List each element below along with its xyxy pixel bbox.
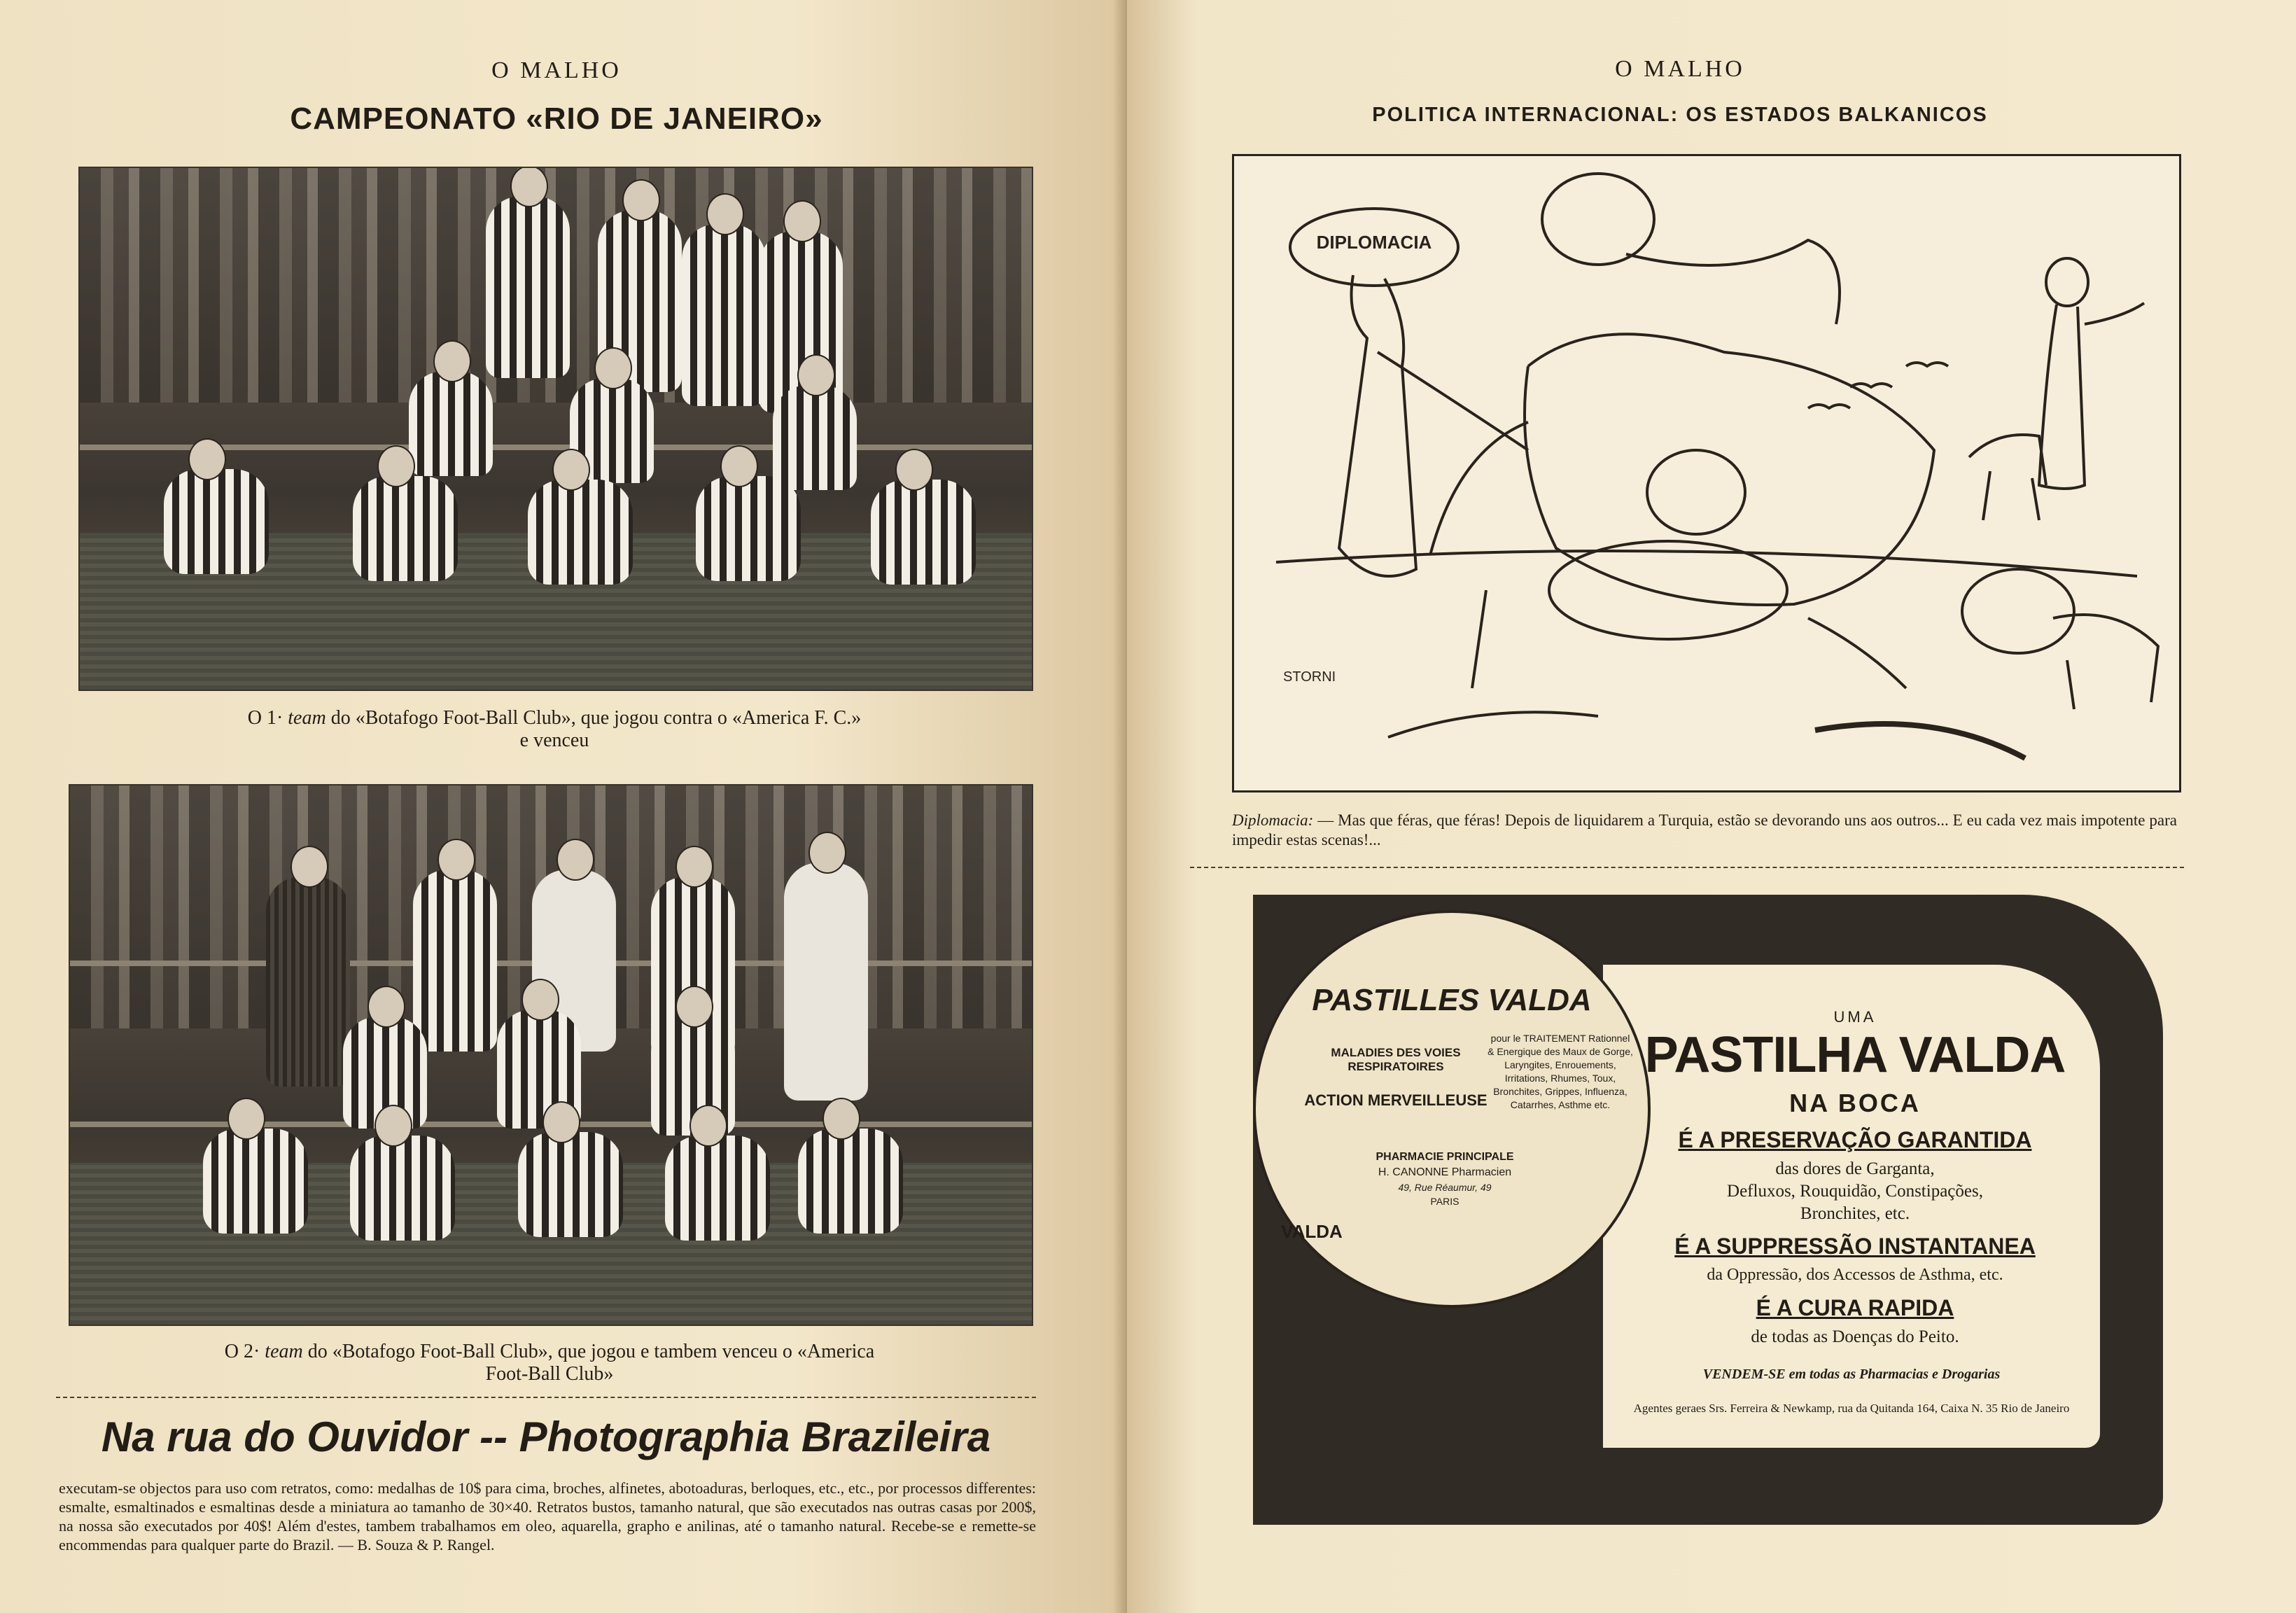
player-seated [528,480,633,585]
tin-maladies: MALADIES DES VOIES RESPIRATOIRES [1331,1046,1461,1073]
cartoon-hat-text: DIPLOMACIA [1316,232,1432,253]
valda-sub1-text1: das dores de Garganta, [1775,1159,1935,1178]
player-standing [682,224,766,406]
balkan-cartoon [1232,154,2181,792]
photographia-ad-body: executam-se objectos para uso com retratos, como: medalhas de 10$ para cima, broches, alfinetes, abotoaduras, berloques, etc., etc., por processos differentes: esmalte, esmaltinados e esmaltinas desde a miniatura ao tamanho de 30×40. Retratos bustos, tamanho natural, que são executados nas outras casas por 200$, na nossa são executados por 40$! Além d'estes, tambem trabalhamos em oleo, aquarella, grapho e anilinas, até o tamanho natural. Recebe-se e remette-se encommendas para qualquer parte do Brazil. — B. Souza & P. Rangel. [59,1479,1036,1553]
cartoon-caption [1232,811,2177,850]
tin-pharmacy: PHARMACIE PRINCIPALE [1376,1151,1514,1163]
player-standing [266,877,350,1087]
cartoon-signature: STORNI [1283,669,1336,685]
valda-title: PASTILHA VALDA [1644,1027,2066,1083]
section-divider [1190,867,2184,868]
photo-caption-second [69,1341,1030,1385]
cartoon-caption-speaker: Diplomacia: [1232,811,1314,829]
caption-text-line2: e venceu [519,729,589,751]
cartoon-drawing [1234,156,2179,790]
caption-italic: team [288,707,326,729]
player-standing [413,870,497,1052]
team-photo-second [69,784,1033,1326]
valda-sub2-text: da Oppressão, dos Accessos de Asthma, etc. [1707,1266,2003,1284]
tin-city: PARIS [1430,1196,1460,1207]
tin-pharmacist: H. CANONNE Pharmacien [1378,1166,1512,1178]
player-seated [164,469,269,574]
tin-side-text: VALDA [1281,1221,1343,1242]
player-seated [696,476,801,581]
tin-treatment: pour le TRAITEMENT Rationnel & Energique des Maux de Gorge, Laryngites, Enrouements, Irritations, Rhumes, Toux, Bronchites, Grippes, Influenza, Catarrhes, Asthme etc. [1488,1033,1633,1110]
left-headline: CAMPEONATO «RIO DE JANEIRO» [290,102,823,136]
player-standing [486,196,570,378]
player-seated [518,1132,623,1237]
valda-sub2: É A SUPPRESSÃO INSTANTANEA [1674,1234,2036,1259]
tin-address: 49, Rue Réaumur, 49 [1398,1182,1492,1193]
caption-text-line2: Foot-Ball Club» [485,1363,614,1385]
valda-tin [1253,910,1651,1308]
caption-prefix: O 1· [247,707,284,729]
valda-na-boca: NA BOCA [1789,1089,1921,1117]
valda-sub3: É A CURA RAPIDA [1756,1295,1954,1320]
caption-italic: team [265,1341,303,1362]
photographia-ad-title: Na rua do Ouvidor -- Photographia Brazileira [101,1413,991,1460]
valda-sub3-text: de todas as Doenças do Peito. [1751,1327,1959,1346]
valda-sub1-text3: Bronchites, etc. [1800,1204,1910,1223]
player-seated [871,480,976,585]
left-page [0,0,1127,1613]
player-kneeling [773,385,857,490]
section-divider [56,1397,1036,1398]
valda-sub1-text2: Defluxos, Rouquidão, Constipações, [1727,1182,1983,1201]
caption-prefix: O 2· [224,1341,260,1362]
player-seated [798,1129,903,1234]
valda-sub1: É A PRESERVAÇÃO GARANTIDA [1678,1127,2032,1152]
tin-action: ACTION MERVEILLEUSE [1304,1091,1488,1109]
player-seated [353,476,458,581]
player-seated [665,1136,770,1241]
left-running-head: O MALHO [491,57,622,83]
photo-caption-first [78,707,1030,752]
player-kneeling [409,371,493,476]
caption-text: do «Botafogo Foot-Ball Club», que jogou contra o «America F. C.» [330,707,862,729]
referee-standing [784,863,868,1101]
valda-agents: Agentes geraes Srs. Ferreira & Newkamp, rua da Quitanda 164, Caixa N. 35 Rio de Janeiro [1633,1402,2070,1415]
right-headline: POLITICA INTERNACIONAL: OS ESTADOS BALKANICOS [1372,104,1988,126]
caption-text: do «Botafogo Foot-Ball Club», que jogou e tambem venceu o «America [307,1341,875,1362]
team-photo-first [78,167,1033,691]
cartoon-caption-text: — Mas que féras, que féras! Depois de liquidarem a Turquia, estão se devorando uns aos outros... E eu cada vez mais impotente para impedir estas scenas!... [1232,811,2177,849]
valda-vendem: VENDEM-SE em todas as Pharmacias e Drogarias [1702,1367,2001,1382]
right-running-head: O MALHO [1615,56,1745,82]
player-seated [350,1136,455,1241]
player-seated [203,1129,308,1234]
right-page [1127,0,2296,1613]
tin-brand: PASTILLES VALDA [1312,983,1592,1017]
valda-uma: UMA [1833,1008,1877,1026]
